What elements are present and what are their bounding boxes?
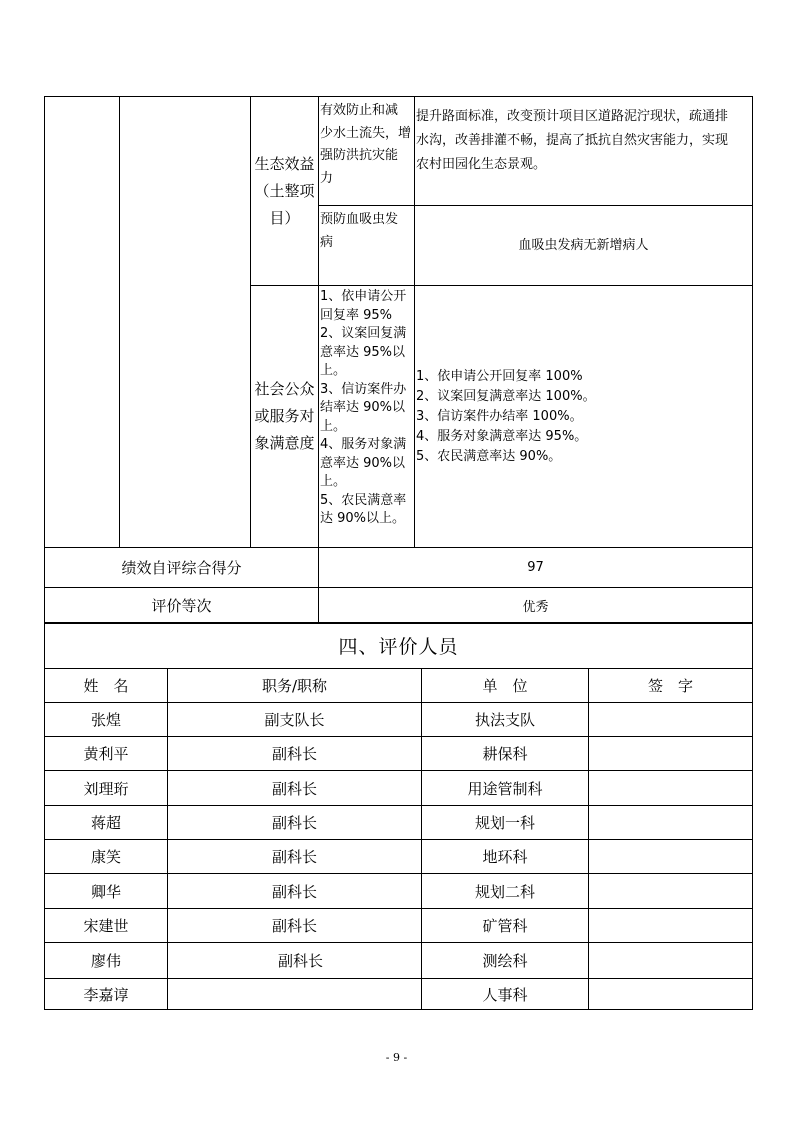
signature-cell [589,943,753,979]
value-line: 2、议案回复满意率达 100%。 [416,388,596,404]
table-row [45,943,753,979]
reviewer-name: 卿华 [45,874,168,909]
score-label: 绩效自评综合得分 [45,548,319,588]
section-title: 四、评价人员 [45,623,753,669]
indicator-line: 结率达 90%以 [320,400,406,415]
performance-indicator-table [44,96,753,624]
value-line: 提升路面标准，改变预计项目区道路泥泞现状，疏通排 [416,109,729,124]
reviewer-unit: 耕保科 [422,737,589,771]
reviewer-unit: 人事科 [422,979,589,1010]
indicator-line: 强防洪抗灾能 [320,148,399,163]
indicator-line: 5、农民满意率 [320,492,407,508]
indicator-line: 2、议案回复满 [320,326,407,341]
reviewer-header-row [45,669,753,703]
indicator-line: 上。 [320,474,347,489]
reviewer-table [44,622,753,1010]
signature-cell [589,840,753,874]
value-line: 5、农民满意率达 90%。 [416,448,562,464]
reviewer-unit: 规划二科 [422,874,589,909]
indicator-line: 意率达 95%以 [320,344,406,360]
blank-cell-level1 [45,97,120,548]
grade-label: 评价等次 [45,588,319,624]
table-row [45,979,753,1010]
social-indicator [319,286,415,548]
value-line: 农村田园化生态景观。 [416,157,547,172]
header-signature: 签 字 [589,669,753,703]
table-row [45,737,753,771]
reviewer-unit: 规划一科 [422,806,589,840]
signature-cell [589,771,753,806]
indicator-line: 达 90%以上。 [320,511,406,526]
reviewer-title [168,979,422,1010]
indicator-line: 1、依申请公开 [320,289,407,304]
grade-value: 优秀 [319,588,753,624]
table-row [45,874,753,909]
eco-value-1 [415,97,753,206]
table-row [45,771,753,806]
reviewer-title: 副科长 [168,943,422,979]
table-row [45,703,753,737]
value-line: 3、信访案件办结率 100%。 [416,408,583,424]
indicator-line: 回复率 95% [320,307,393,323]
section-title-row [45,623,753,669]
eco-indicator-2 [319,206,415,286]
table-row [45,909,753,943]
reviewer-unit: 矿管科 [422,909,589,943]
signature-cell [589,874,753,909]
eco-category-line: 生态效益 [254,154,315,173]
reviewer-unit: 测绘科 [422,943,589,979]
reviewer-title: 副科长 [168,874,422,909]
reviewer-name: 张煌 [45,703,168,737]
reviewer-name: 宋建世 [45,909,168,943]
reviewer-name: 廖伟 [45,943,168,979]
signature-cell [589,909,753,943]
value-line: 水沟，改善排灌不畅，提高了抵抗自然灾害能力，实现 [416,133,729,148]
eco-category-line: 目） [269,208,300,227]
grade-row [45,588,753,624]
social-value [415,286,753,548]
reviewer-title: 副科长 [168,771,422,806]
indicator-line: 3、信访案件办 [320,381,407,397]
reviewer-unit: 地环科 [422,840,589,874]
indicator-line: 上。 [320,363,347,378]
social-category-cell [251,286,319,548]
reviewer-unit: 用途管制科 [422,771,589,806]
blank-cell-level2 [120,97,251,548]
eco-category-line: （土整项 [254,181,315,200]
header-title: 职务/职称 [168,669,422,703]
signature-cell [589,737,753,771]
reviewer-title: 副科长 [168,737,422,771]
reviewer-title: 副科长 [168,806,422,840]
signature-cell [589,979,753,1010]
reviewer-unit: 执法支队 [422,703,589,737]
score-row [45,548,753,588]
reviewer-title: 副支队长 [168,703,422,737]
indicator-line: 预防血吸虫发 [320,212,399,227]
indicator-line: 4、服务对象满 [320,437,407,452]
page-number: - 9 - [385,1051,408,1064]
value-line: 4、服务对象满意率达 95%。 [416,428,588,444]
reviewer-name: 刘理珩 [45,771,168,806]
score-value: 97 [319,548,753,588]
eco-value-2: 血吸虫发病无新增病人 [415,206,753,286]
social-category-line: 或服务对 [254,407,315,425]
header-name: 姓 名 [45,669,168,703]
eco-row-1 [45,97,753,206]
table-row [45,806,753,840]
value-line: 1、依申请公开回复率 100% [416,368,583,384]
reviewer-title: 副科长 [168,840,422,874]
indicator-line: 少水土流失，增 [320,125,412,141]
reviewer-name: 康笑 [45,840,168,874]
reviewer-name: 李嘉谆 [45,979,168,1010]
indicator-line: 力 [320,170,334,186]
indicator-line: 病 [320,234,334,250]
reviewer-name: 蒋超 [45,806,168,840]
eco-indicator-1 [319,97,415,206]
indicator-line: 上。 [320,418,347,434]
signature-cell [589,703,753,737]
indicator-line: 有效防止和减 [320,103,399,118]
eco-category-cell [251,97,319,286]
social-category-line: 社会公众 [254,380,315,398]
indicator-line: 意率达 90%以 [320,455,406,471]
signature-cell [589,806,753,840]
reviewer-name: 黄利平 [45,737,168,771]
table-row [45,840,753,874]
header-unit: 单 位 [422,669,589,703]
social-category-line: 象满意度 [254,434,315,452]
reviewer-title: 副科长 [168,909,422,943]
